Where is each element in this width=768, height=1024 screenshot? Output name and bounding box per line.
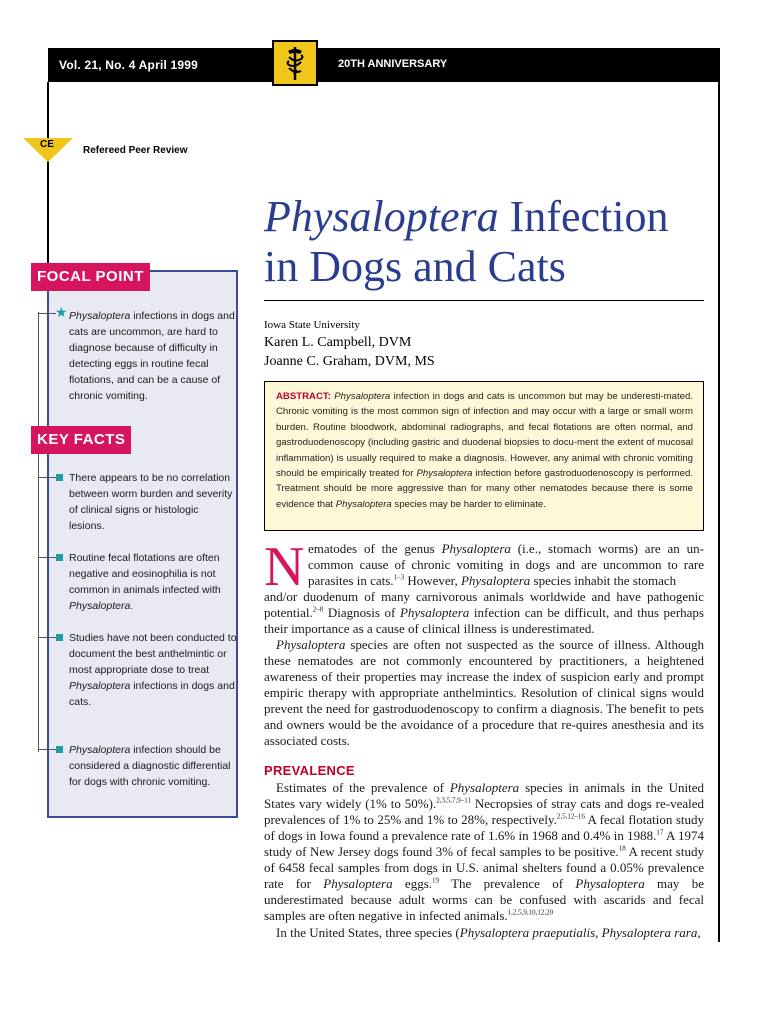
- text-run: may be underestimated because adult worms can be confused with ascarids and fecal samples are often negative in infected animals.: [264, 876, 705, 923]
- text-run: There appears to be no correlation between worm burden and severity of clinical signs or histologic lesions.: [69, 472, 233, 532]
- left-rule: [47, 82, 49, 276]
- citation-ref: 2–8: [312, 605, 324, 614]
- text-run: and/or duodenum of many carnivorous animals worldwide and have pathogenic potential.: [264, 589, 704, 620]
- text-run: infection in dogs and cats is uncommon but may be underesti-mated. Chronic vomiting is the most common sign of infection and may occur with a large or small worm burden. Routine bloodwork, abdominal radiographs, and fecal flotations are often normal, and gastroduodenoscopy (including gastric and duodenal biopsies to docu-ment the extent of mucosal inflammation) is usually required to make a diagnosis. However, any animal with chronic vomiting should be empirically treated for: [276, 391, 694, 480]
- text-run: eggs.: [392, 876, 433, 891]
- citation-ref: 1–3: [393, 573, 405, 582]
- square-bullet-icon: [56, 554, 63, 561]
- text-run: infections in dogs and cats are uncommon, are hard to diagnose because of difficulty in detecting eggs in routine fecal flotations, and can be a cause of chronic vomiting.: [69, 310, 235, 402]
- key-fact-item: [69, 550, 237, 614]
- text-run: The prevalence of: [439, 876, 576, 891]
- text-run: infection should be considered a diagnostic differential for dogs with chronic vomiting.: [69, 744, 231, 788]
- italic-term: Physaloptera: [334, 391, 391, 402]
- text-run: ,: [595, 925, 602, 940]
- anniversary-label: 20TH ANNIVERSARY: [338, 58, 448, 70]
- sidebar-connector-line: [38, 312, 39, 752]
- svg-text:V: V: [292, 69, 298, 77]
- focal-point-text: [69, 308, 237, 404]
- square-bullet-icon: [56, 634, 63, 641]
- citation-ref: 2,3,5,7,9–11: [436, 796, 471, 805]
- section-heading: PREVALENCE: [264, 763, 355, 778]
- sidebar-connector-tick: [38, 557, 56, 558]
- text-run: Routine fecal flotations are often negative and eosinophilia is not common in animals infected with: [69, 552, 221, 596]
- key-fact-item: [69, 470, 237, 534]
- text-run: infection before gastroduodenoscopy is performed. Treatment should be more aggressive than for many other nematodes because there is some evidence that: [276, 468, 693, 510]
- text-run: Studies have not been conducted to document the best anthelmintic or most appropriate dose to treat: [69, 632, 237, 676]
- text-run: However,: [404, 573, 461, 588]
- citation-ref: 2,5,12–16: [556, 812, 585, 821]
- text-run: A fecal flotation study of dogs in Iowa found a prevalence rate of 1.6% in 1968 and 0.4% in 1988.: [264, 812, 704, 843]
- text-run: (i.e., stomach worms) are an un-common cause of chronic vomiting in dogs and are uncommon to rare parasites in cats.: [308, 541, 704, 588]
- key-fact-item: [69, 630, 237, 710]
- text-run: Necropsies of stray cats and dogs re-vealed prevalences of 1% to 25% and 1% to 28%, respectively.: [264, 796, 705, 827]
- key-fact-item: [69, 742, 237, 790]
- citation-ref: 17: [656, 828, 664, 837]
- italic-term: Physaloptera: [69, 310, 131, 322]
- sidebar-connector-tick: [38, 313, 56, 314]
- header-bar: [48, 48, 720, 82]
- title-rule: [264, 300, 704, 301]
- citation-ref: 19: [432, 876, 440, 885]
- italic-term: Physaloptera: [399, 605, 470, 620]
- sidebar-connector-tick: [38, 637, 56, 638]
- text-run: infection can be difficult, and thus perhaps their importance as a cause of clinical illness is underestimated.: [264, 605, 704, 636]
- citation-ref: 18: [618, 844, 626, 853]
- italic-term: Physaloptera: [416, 468, 473, 480]
- abstract-box: [264, 381, 704, 531]
- italic-term: Physaloptera: [276, 637, 346, 652]
- italic-term: Physaloptera: [449, 780, 520, 795]
- square-bullet-icon: [56, 474, 63, 481]
- caduceus-icon: [272, 40, 318, 86]
- ce-label: CE: [40, 139, 54, 150]
- title-genus: Physaloptera: [264, 192, 499, 241]
- sidebar-connector-tick: [38, 477, 56, 478]
- italic-term: Physaloptera: [335, 498, 392, 510]
- title-rest: Infection: [498, 192, 669, 241]
- affiliation: Iowa State University: [264, 319, 360, 331]
- author-name: Joanne C. Graham, DVM, MS: [264, 354, 435, 369]
- italic-term: Physaloptera: [323, 876, 393, 891]
- square-bullet-icon: [56, 746, 63, 753]
- intro-paragraph: [308, 541, 704, 589]
- italic-term: Physaloptera: [69, 600, 131, 612]
- italic-term: Physaloptera: [69, 680, 131, 692]
- title-line2: in Dogs and Cats: [264, 242, 566, 291]
- italic-term: Physaloptera: [441, 541, 511, 556]
- text-run: ,: [697, 925, 701, 940]
- text-run: species in animals in the United States vary widely (1% to 50%).: [264, 780, 704, 811]
- italic-term: Physaloptera: [460, 573, 531, 588]
- focal-point-heading: FOCAL POINT: [31, 263, 150, 291]
- italic-term: Physaloptera rara: [601, 925, 698, 940]
- text-run: In the United States, three species (: [276, 925, 460, 940]
- text-run: infections in dogs and cats.: [69, 680, 235, 708]
- article-title: [264, 192, 714, 292]
- issue-info: Vol. 21, No. 4 April 1999: [59, 58, 199, 72]
- text-run: Estimates of the prevalence of: [276, 780, 450, 795]
- right-rule: [718, 82, 720, 942]
- italic-term: Physaloptera: [69, 744, 131, 756]
- star-bullet-icon: ★: [55, 305, 68, 321]
- abstract-text: [276, 391, 693, 510]
- body-paragraph: [264, 925, 704, 941]
- drop-cap: N: [264, 536, 305, 598]
- body-paragraph: [264, 637, 704, 749]
- key-facts-heading: KEY FACTS: [31, 426, 131, 454]
- text-run: species are often not suspected as the source of illness. Although these nematodes are not commonly encountered by practitioners, a heightened awareness of their properties may increase the index of suspicion early and prompt empiric therapy with appropriate anthelmintics. Resolution of clinical signs would prevent the need for gastroduodenoscopy to confirm a diagnosis. The benefit to pets and owners would be the avoidance of a procedure that re-quires anesthesia and its associated costs.: [264, 637, 704, 748]
- italic-term: Physaloptera: [575, 876, 645, 891]
- text-run: Diagnosis of: [323, 605, 400, 620]
- citation-ref: 1,2,5,9,10,12,20: [507, 908, 554, 917]
- text-run: species inhabit the stomach: [530, 573, 677, 588]
- text-run: A recent study of 6458 fecal samples from dogs in U.S. animal shelters found a 0.05% prevalence rate for: [264, 844, 704, 891]
- text-run: A 1974 study of New Jersey dogs found 3% of fecal samples to be positive.: [264, 828, 704, 859]
- body-paragraph: [264, 780, 704, 924]
- author-name: Karen L. Campbell, DVM: [264, 335, 412, 350]
- text-run: species may be harder to eliminate.: [391, 498, 546, 510]
- text-run: ematodes of the genus: [308, 541, 442, 556]
- italic-term: Physaloptera praeputialis: [459, 925, 596, 940]
- abstract-label: ABSTRACT:: [276, 391, 331, 402]
- section-label: Refereed Peer Review: [83, 145, 188, 156]
- text-run: .: [130, 600, 134, 612]
- intro-paragraph-continued: [264, 589, 704, 637]
- sidebar-connector-tick: [38, 749, 56, 750]
